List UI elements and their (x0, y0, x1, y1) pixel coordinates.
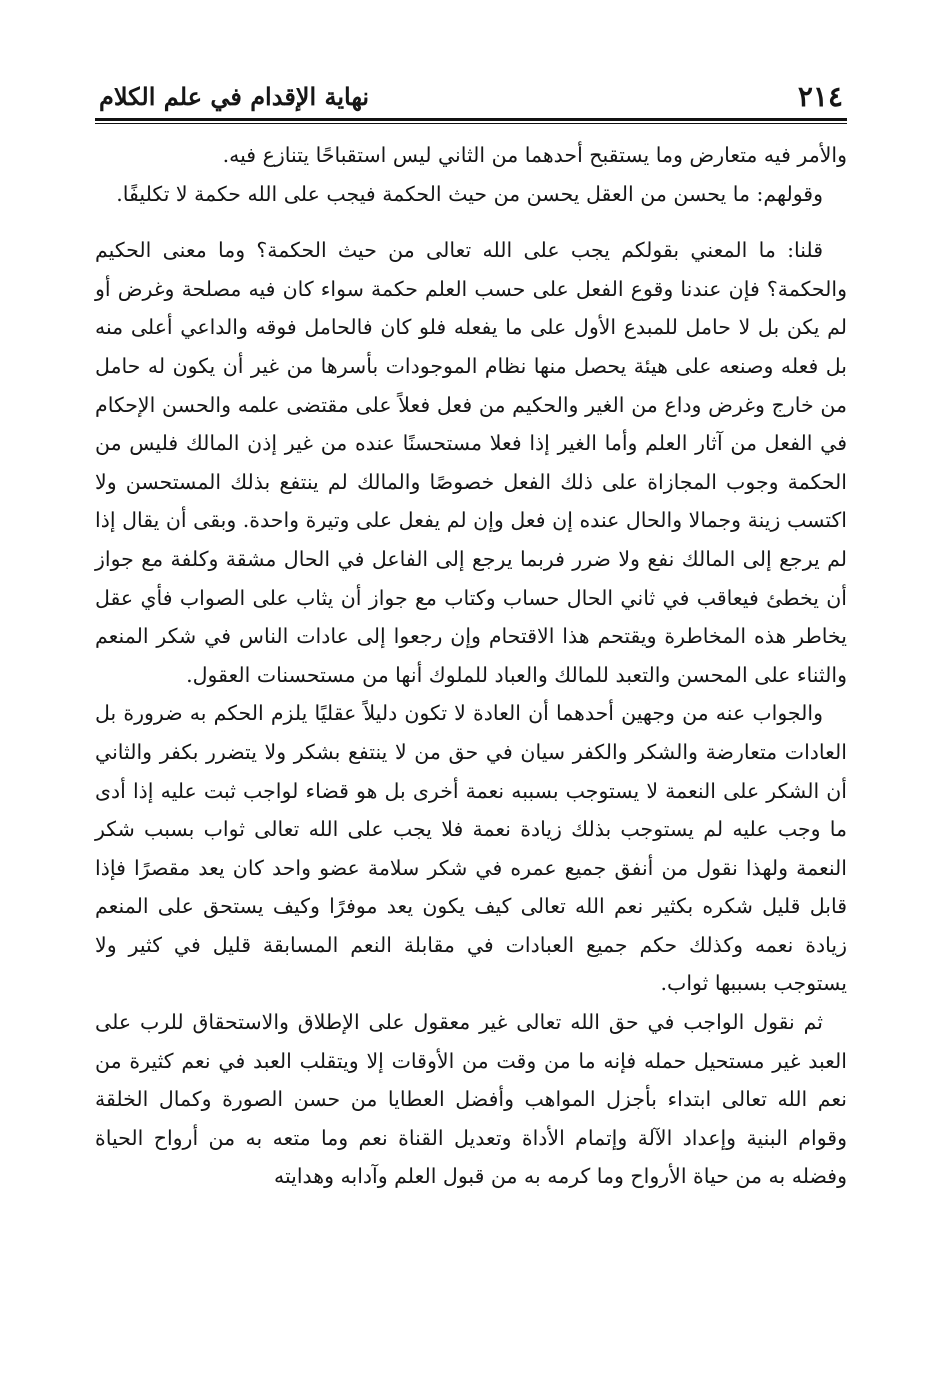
paragraph: والأمر فيه متعارض وما يستقبح أحدهما من الثاني ليس استقباحًا يتنازع فيه. (222, 143, 847, 167)
body-text (95, 136, 847, 1196)
paragraph: ثم نقول الواجب في حق الله تعالى غير معقول على الإطلاق والاستحقاق للرب على العبد غير مستحيل حمله فإنه ما من وقت من الأوقات إلا ويتقلب العبد في نعم كثيرة من نعم الله تعالى ابتداء بأجزل المواهب وأفضل العطايا من حسن الصورة وكمال الخلقة وقوام البنية وإعداد الآلة وإتمام الأداة وتعديل القناة نعم وما متعه به من أرواح الحياة وفضله به من حياة الأرواح وما كرمه به من قبول العلم وآدابه وهدايته (95, 1010, 847, 1189)
running-title: نهاية الإقدام في علم الكلام (99, 82, 370, 111)
header-rule-thin (95, 123, 847, 124)
paragraph: والجواب عنه من وجهين أحدهما أن العادة لا تكون دليلاً عقليًا يلزم الحكم به ضرورة بل العادات متعارضة والشكر والكفر سيان في حق من لا ينتفع بشكر ولا يتضرر بكفر والثاني أن الشكر على النعمة لا يستوجب بسببه نعمة أخرى بل هو قضاء لواجب ثبت عليه إذا أدى ما وجب عليه لم يستوجب بذلك زيادة نعمة فلا يجب على الله تعالى ثواب بسبب شكر النعمة ولهذا نقول من أنفق جميع عمره في شكر سلامة عضو واحد كان يعد مقصرًا فإذا قابل قليل شكره بكثير نعم الله تعالى كيف يكون يعد موفرًا وكيف يستحق على المنعم زيادة نعمه وكذلك حكم جميع العبادات في مقابلة النعم المسابقة قليل في كثير ولا يستوجب بسببها ثواب. (95, 701, 847, 996)
header-rule (95, 118, 847, 121)
page-header (95, 78, 847, 114)
book-page (95, 78, 847, 1196)
paragraph: وقولهم: ما يحسن من العقل يحسن من حيث الحكمة فيجب على الله حكمة لا تكليفًا. (116, 181, 823, 206)
paragraph: قلنا: ما المعني بقولكم يجب على الله تعالى من حيث الحكمة؟ وما معنى الحكيم والحكمة؟ فإن عندنا وقوع الفعل على حسب العلم حكمة سواء كان فيه مصلحة وغرض أو لم يكن بل لا حامل للمبدع الأول على ما يفعله فلو كان فالحامل فوقه والداعي أعلى منه بل فعله وصنعه على هيئة يحصل منها نظام الموجودات بأسرها من غير أن يكون له حامل من خارج وغرض وداع من الغير والحكيم من فعل فعلاً على مقتضى علمه والحسن الإحكام في الفعل من آثار العلم وأما الغير إذا فعلا مستحسنًا عنده من غير إذن المالك فليس من الحكمة وجوب المجازاة على ذلك الفعل خصوصًا والمالك لم ينتفع بذلك المستحسن ولا اكتسب زينة وجمالا والحال عنده إن فعل وإن لم يفعل على وتيرة واحدة. وبقى أن يقال إذا لم يرجع إلى المالك نفع ولا ضرر فربما يرجع إلى الفاعل في الحال مشقة وكلفة مع جواز أن يخطئ فيعاقب في ثاني الحال حساب وكتاب مع جواز أن يثاب على الصواب فأي عقل يخاطر هذه المخاطرة ويقتحم هذا الاقتحام وإن رجعوا إلى عادات الناس في شكر المنعم والثناء على المحسن والتعبد للمالك والعباد للملوك أنها من مستحسنات العقول. (95, 238, 847, 687)
page-number: ٢١٤ (797, 80, 843, 113)
